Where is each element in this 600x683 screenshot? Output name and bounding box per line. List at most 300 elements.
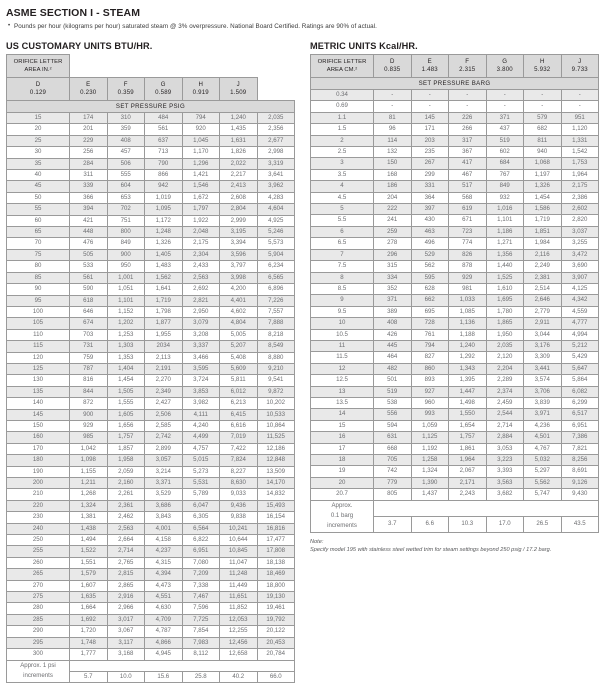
metric-value-cell: 556 [374,409,412,420]
metric-value-cell: 1,186 [486,226,524,237]
us-value-cell: 1,607 [70,580,108,591]
metric-value-cell: 4,501 [524,432,562,443]
metric-pressure-cell: 6.5 [311,238,374,249]
us-value-cell: 1,635 [70,592,108,603]
metric-value-cell: 4,994 [561,329,599,340]
metric-pressure-cell: 3.5 [311,169,374,180]
us-value-cell: 1,051 [107,284,145,295]
metric-value-cell: 2,911 [524,318,562,329]
table-row [7,170,295,181]
us-value-cell: 1,719 [145,295,183,306]
table-row [311,432,599,443]
us-value-cell: 12,658 [220,649,258,660]
us-pressure-cell: 285 [7,614,70,625]
table-row [311,295,599,306]
us-value-cell: 866 [145,170,183,181]
us-value-cell: 1,101 [107,295,145,306]
metric-value-cell: 1,125 [411,432,449,443]
table-row [311,124,599,135]
us-value-cell: 12,053 [220,614,258,625]
us-value-cell: 4,394 [145,569,183,580]
us-value-cell: 5,531 [182,478,220,489]
us-value-cell: 3,686 [145,500,183,511]
metric-pressure-cell: 7.5 [311,261,374,272]
metric-pressure-cell: 20.7 [311,489,374,500]
metric-value-cell: 1,343 [449,363,487,374]
us-value-cell: 6,564 [182,523,220,534]
metric-value-cell: 3,053 [486,443,524,454]
table-row [311,112,599,123]
table-row [311,489,599,500]
us-table-head [7,55,295,78]
us-value-cell: 11,449 [220,580,258,591]
table-row [7,569,295,580]
metric-value-cell: 437 [486,124,524,135]
us-value-cell: 17,808 [257,546,295,557]
metric-value-cell: 3,037 [561,226,599,237]
table-row [7,535,295,546]
us-value-cell: 3,962 [257,181,295,192]
us-pressure-cell: 140 [7,398,70,409]
us-value-cell: 1,562 [145,272,183,283]
us-pressure-cell: 190 [7,466,70,477]
metric-value-cell: 1,390 [411,477,449,488]
metric-value-cell: 1,271 [486,238,524,249]
us-value-cell: 1,296 [182,158,220,169]
metric-value-cell: 960 [411,397,449,408]
table-row [7,329,295,340]
table-row [7,181,295,192]
us-value-cell: 1,042 [70,443,108,454]
us-value-cell: 849 [107,238,145,249]
metric-pressure-cell: 2.5 [311,147,374,158]
table-row [7,113,295,124]
footnote [310,538,598,554]
metric-pressure-cell: 0.34 [311,90,374,101]
us-value-cell: 3,797 [220,261,258,272]
metric-value-cell: 631 [374,432,412,443]
us-band-label: SET PRESSURE PSIG [7,101,295,113]
metric-value-cell: 2,386 [561,192,599,203]
metric-pressure-cell: 5.5 [311,215,374,226]
metric-value-cell: 1,197 [524,169,562,180]
metric-band-label: SET PRESSURE BARG [311,78,599,90]
metric-value-cell: 6,299 [561,397,599,408]
metric-value-cell: 993 [411,409,449,420]
metric-value-cell: 2,779 [524,306,562,317]
us-value-cell: 12,848 [257,455,295,466]
metric-value-cell: 811 [524,135,562,146]
us-value-cell: 1,202 [107,318,145,329]
metric-value-cell: 1,437 [411,489,449,500]
us-orifice-header: E 0.230 [70,78,108,101]
us-value-cell: 457 [107,147,145,158]
us-value-cell: 20,453 [257,637,295,648]
metric-value-cell: 408 [374,318,412,329]
metric-value-cell: 6,082 [561,386,599,397]
us-value-cell: 1,605 [107,409,145,420]
metric-pressure-cell: 4 [311,181,374,192]
us-value-cell: 637 [145,135,183,146]
us-approx-label: Approx. 1 psi increments [7,660,70,683]
us-value-cell: 2,427 [145,398,183,409]
us-value-cell: 561 [145,124,183,135]
metric-value-cell: 2,249 [524,261,562,272]
us-value-cell: 1,958 [107,455,145,466]
metric-value-cell: 367 [449,147,487,158]
us-value-cell: 201 [70,124,108,135]
metric-value-cell: 3,309 [524,352,562,363]
metric-value-cell: - [449,90,487,101]
us-value-cell: 3,208 [182,329,220,340]
metric-value-cell: 3,574 [524,375,562,386]
us-pressure-cell: 30 [7,147,70,158]
us-value-cell: 604 [107,181,145,192]
us-value-cell: 1,172 [145,215,183,226]
us-value-cell: 7,725 [182,614,220,625]
us-value-cell: 4,945 [145,649,183,660]
us-value-cell: 7,226 [257,295,295,306]
metric-value-cell: 2,243 [449,489,487,500]
metric-value-cell: 4,342 [561,295,599,306]
us-value-cell: 555 [107,170,145,181]
metric-pressure-cell: 12 [311,363,374,374]
us-value-cell: 1,631 [220,135,258,146]
us-value-cell: 618 [70,295,108,306]
us-pressure-cell: 270 [7,580,70,591]
table-row [311,135,599,146]
metric-value-cell: 951 [561,112,599,123]
us-value-cell: 6,616 [220,420,258,431]
us-value-cell: 505 [70,249,108,260]
table-row [7,147,295,158]
table-row [7,489,295,500]
metric-value-cell: 203 [411,135,449,146]
metric-pressure-cell: 5 [311,204,374,215]
us-value-cell: 1,857 [107,443,145,454]
us-value-cell: 3,982 [182,398,220,409]
us-value-cell: 2,865 [107,580,145,591]
us-value-cell: 3,595 [182,363,220,374]
table-row [7,192,295,203]
us-value-cell: 1,505 [107,386,145,397]
us-value-cell: 1,045 [182,135,220,146]
us-value-cell: 10,845 [220,546,258,557]
us-value-cell: 1,019 [145,192,183,203]
metric-value-cell: 334 [374,272,412,283]
us-value-cell: 1,170 [182,147,220,158]
table-row [311,340,599,351]
us-value-cell: 9,436 [220,500,258,511]
us-value-cell: 13,509 [257,466,295,477]
metric-value-cell: 2,120 [486,352,524,363]
metric-value-cell: 371 [374,295,412,306]
us-value-cell: 2,506 [145,409,183,420]
metric-value-cell: 794 [411,340,449,351]
us-value-cell: 1,692 [70,614,108,625]
us-value-cell: 3,067 [107,626,145,637]
metric-value-cell: 1,068 [524,158,562,169]
table-row [7,284,295,295]
us-approx-value: 66.0 [257,671,295,682]
metric-value-cell: 226 [449,112,487,123]
metric-value-cell: 5,297 [524,466,562,477]
metric-value-cell: 767 [486,169,524,180]
table-row [7,432,295,443]
metric-value-cell: 682 [524,124,562,135]
metric-value-cell: 619 [449,204,487,215]
us-value-cell: 5,273 [182,466,220,477]
us-pressure-cell: 45 [7,181,70,192]
us-value-cell: 2,270 [145,375,183,386]
us-value-cell: 2,413 [220,181,258,192]
us-value-cell: 2,765 [107,557,145,568]
us-value-cell: 2,821 [182,295,220,306]
us-value-cell: 408 [107,135,145,146]
us-pressure-cell: 20 [7,124,70,135]
us-value-cell: 3,529 [145,489,183,500]
metric-orifice-header: G 3.800 [486,55,524,78]
metric-value-cell: 2,116 [524,249,562,260]
us-value-cell: 5,789 [182,489,220,500]
metric-value-cell: - [411,101,449,112]
metric-value-cell: 761 [411,329,449,340]
metric-pressure-cell: 10.5 [311,329,374,340]
us-value-cell: 506 [107,158,145,169]
metric-pressure-cell: 14 [311,409,374,420]
metric-value-cell: 705 [374,455,412,466]
us-pressure-cell: 180 [7,455,70,466]
metric-value-cell: 3,044 [524,329,562,340]
tables-container [6,41,594,683]
us-corner-header: ORIFICE LETTER AREA IN.² [7,55,70,78]
us-value-cell: 1,826 [220,147,258,158]
us-value-cell: 6,822 [182,535,220,546]
us-value-cell: 950 [107,261,145,272]
metric-value-cell: 5,562 [524,477,562,488]
header-bullet [8,22,600,31]
metric-value-cell: - [486,101,524,112]
us-value-cell: 1,522 [70,546,108,557]
us-value-cell: 4,551 [145,592,183,603]
metric-value-cell: 3,472 [561,249,599,260]
metric-value-cell: 1,188 [449,329,487,340]
table-row [7,443,295,454]
us-value-cell: 590 [70,284,108,295]
us-orifice-header: G 0.589 [145,78,183,101]
us-pressure-cell: 65 [7,227,70,238]
us-value-cell: 4,757 [182,443,220,454]
metric-value-cell: 5,864 [561,375,599,386]
us-value-cell: 339 [70,181,108,192]
metric-value-cell: 1,753 [561,158,599,169]
us-value-cell: 12,186 [257,443,295,454]
metric-value-cell: 1,120 [561,124,599,135]
metric-value-cell: 1,654 [449,420,487,431]
table-row [7,455,295,466]
us-approx-value: 25.8 [182,671,220,682]
us-approx-value: 5.7 [70,671,108,682]
metric-value-cell: 5,212 [561,340,599,351]
metric-value-cell: 463 [411,226,449,237]
metric-value-cell: 259 [374,226,412,237]
us-pressure-cell: 265 [7,569,70,580]
metric-value-cell: 4,767 [524,443,562,454]
us-pressure-cell: 75 [7,249,70,260]
metric-value-cell: 352 [374,283,412,294]
us-value-cell: 10,864 [257,420,295,431]
us-value-cell: 2,585 [145,420,183,431]
us-value-cell: 4,630 [145,603,183,614]
metric-pressure-cell: 15 [311,420,374,431]
us-pressure-cell: 240 [7,523,70,534]
metric-value-cell: 981 [449,283,487,294]
us-value-cell: 7,080 [182,557,220,568]
us-value-cell: 19,130 [257,592,295,603]
us-value-cell: 4,315 [145,557,183,568]
us-value-cell: 702 [107,204,145,215]
us-value-cell: 3,017 [107,614,145,625]
us-value-cell: 7,467 [182,592,220,603]
metric-value-cell: 364 [411,192,449,203]
metric-value-cell: 114 [374,135,412,146]
table-row [7,249,295,260]
table-row [7,238,295,249]
metric-value-cell: - [374,101,412,112]
us-value-cell: 5,811 [220,375,258,386]
us-value-cell: 2,563 [107,523,145,534]
table-row [7,592,295,603]
header-bullet-text: Pounds per hour (kilograms per hour) saturated steam @ 3% overpressure. National Board Certified. Ratings are 90% of actual. [14,23,377,30]
table-row [7,363,295,374]
us-value-cell: 20,122 [257,626,295,637]
us-pressure-cell: 25 [7,135,70,146]
us-value-cell: 6,415 [220,409,258,420]
metric-value-cell: 4,125 [561,283,599,294]
table-row [311,409,599,420]
us-value-cell: 3,596 [220,249,258,260]
metric-value-cell: 562 [411,261,449,272]
us-value-cell: 2,191 [145,363,183,374]
metric-value-cell: 3,563 [486,477,524,488]
table-row [7,375,295,386]
us-value-cell: 5,207 [220,341,258,352]
metric-value-cell: 9,126 [561,477,599,488]
us-value-cell: 1,555 [107,398,145,409]
metric-value-cell: - [561,101,599,112]
table-row [7,295,295,306]
metric-column [310,41,598,683]
us-value-cell: 2,999 [220,215,258,226]
metric-value-cell: 81 [374,112,412,123]
metric-value-cell: 6,517 [561,409,599,420]
us-value-cell: 7,983 [182,637,220,648]
us-value-cell: 4,925 [257,215,295,226]
metric-value-cell: 2,884 [486,432,524,443]
us-value-cell: 2,714 [107,546,145,557]
metric-approx-value: 6.6 [411,516,449,532]
us-value-cell: 920 [182,124,220,135]
us-value-cell: 6,896 [257,284,295,295]
metric-value-cell: 430 [411,215,449,226]
metric-value-cell: 171 [411,124,449,135]
us-value-cell: 800 [107,227,145,238]
table-row [7,637,295,648]
metric-value-cell: 878 [449,261,487,272]
us-value-cell: 1,454 [107,375,145,386]
us-value-cell: 5,904 [257,249,295,260]
us-value-cell: 4,240 [182,420,220,431]
us-pressure-cell: 90 [7,284,70,295]
metric-pressure-cell: 12.5 [311,375,374,386]
metric-value-cell: 3,682 [486,489,524,500]
us-value-cell: 731 [70,341,108,352]
metric-value-cell: 1,016 [486,204,524,215]
metric-table-body [311,55,599,533]
metric-value-cell: 1,395 [449,375,487,386]
us-value-cell: 1,155 [70,466,108,477]
metric-value-cell: 1,610 [486,283,524,294]
table-row [7,546,295,557]
metric-value-cell: 417 [449,158,487,169]
us-value-cell: 2,175 [182,238,220,249]
us-value-cell: 2034 [145,341,183,352]
metric-value-cell: 1,542 [561,147,599,158]
us-value-cell: 17,477 [257,535,295,546]
us-value-cell: 2,356 [257,124,295,135]
metric-value-cell: 5,647 [561,363,599,374]
metric-value-cell: 296 [374,249,412,260]
us-value-cell: 2,608 [220,192,258,203]
us-value-cell: 2,349 [145,386,183,397]
us-value-cell: 5,408 [220,352,258,363]
metric-value-cell: 602 [486,147,524,158]
table-row [311,455,599,466]
metric-value-cell: - [449,101,487,112]
metric-value-cell: 1,861 [449,443,487,454]
metric-value-cell: - [524,90,562,101]
us-value-cell: 1,656 [107,420,145,431]
metric-value-cell: 1,101 [486,215,524,226]
table-row [311,147,599,158]
us-value-cell: 7,338 [182,580,220,591]
us-approx-value: 10.0 [107,671,145,682]
us-value-cell: 4,709 [145,614,183,625]
us-value-cell: 1,240 [220,113,258,124]
us-customary-column [6,41,294,683]
us-value-cell: 2,304 [182,249,220,260]
us-value-cell: 3,319 [257,158,295,169]
metric-value-cell: 3,971 [524,409,562,420]
metric-pressure-cell: 8 [311,272,374,283]
us-pressure-cell: 290 [7,626,70,637]
metric-value-cell: - [524,101,562,112]
metric-value-cell: 5,429 [561,352,599,363]
metric-value-cell: 774 [449,238,487,249]
metric-pressure-cell: 1.5 [311,124,374,135]
us-value-cell: 366 [70,192,108,203]
us-value-cell: 2,160 [107,478,145,489]
metric-value-cell: 3,441 [524,363,562,374]
us-value-cell: 8,227 [220,466,258,477]
metric-value-cell: 827 [411,352,449,363]
us-value-cell: 7,557 [257,306,295,317]
table-row [311,261,599,272]
us-value-cell: 2,899 [145,443,183,454]
us-value-cell: 533 [70,261,108,272]
metric-value-cell: - [486,90,524,101]
metric-value-cell: 9,430 [561,489,599,500]
